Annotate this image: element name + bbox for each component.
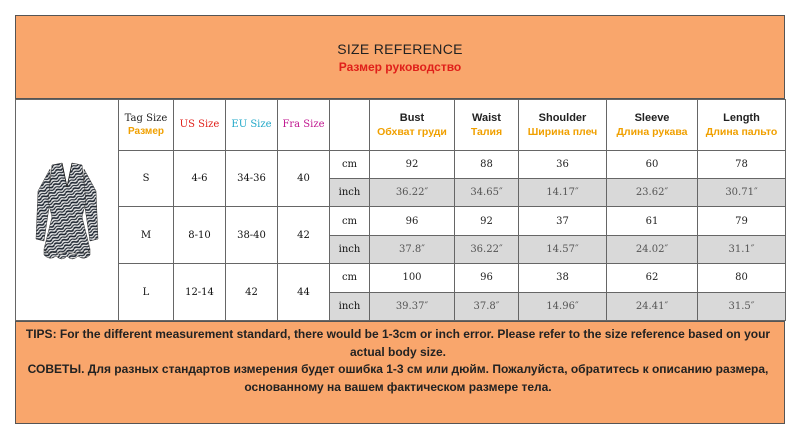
col-shoulder: Shoulder Ширина плеч	[519, 100, 607, 151]
unit-inch: inch	[330, 235, 370, 263]
fra-size-cell: 42	[278, 207, 330, 264]
eu-size-cell: 34-36	[226, 150, 278, 207]
tag-size-cell: L	[119, 264, 174, 321]
waist-inch: 36.22″	[455, 235, 519, 263]
sleeve-inch: 24.02″	[607, 235, 698, 263]
length-cm: 80	[698, 264, 786, 292]
sleeve-cm: 60	[607, 150, 698, 178]
length-inch: 31.5″	[698, 292, 786, 320]
fra-size-cell: 40	[278, 150, 330, 207]
dress-illustration	[32, 121, 102, 299]
unit-cm: cm	[330, 264, 370, 292]
unit-cm: cm	[330, 207, 370, 235]
tag-size-cell: S	[119, 150, 174, 207]
col-tag-size: Tag Size Размер	[119, 100, 174, 151]
unit-inch: inch	[330, 292, 370, 320]
col-waist: Waist Талия	[455, 100, 519, 151]
bust-inch: 39.37″	[370, 292, 455, 320]
table-header-row	[16, 100, 786, 151]
eu-size-cell: 42	[226, 264, 278, 321]
waist-cm: 88	[455, 150, 519, 178]
waist-cm: 92	[455, 207, 519, 235]
table-row	[16, 264, 786, 292]
col-eu-size: EU Size	[226, 100, 278, 151]
tips-english: TIPS: For the different measurement standard, there would be 1-3cm or inch error. Please refer to the size reference based on your actual body size.	[25, 327, 771, 359]
table-row	[16, 150, 786, 178]
shoulder-cm: 38	[519, 264, 607, 292]
shoulder-cm: 37	[519, 207, 607, 235]
tips-panel	[15, 321, 785, 424]
page-subtitle: Размер руководство	[338, 59, 462, 74]
col-bust: Bust Обхват груди	[370, 100, 455, 151]
length-cm: 79	[698, 207, 786, 235]
bust-cm: 92	[370, 150, 455, 178]
col-fra-size: Fra Size	[278, 100, 330, 151]
garment-image	[16, 100, 119, 321]
waist-inch: 34.65″	[455, 179, 519, 207]
bust-inch: 37.8″	[370, 235, 455, 263]
length-cm: 78	[698, 150, 786, 178]
waist-inch: 37.8″	[455, 292, 519, 320]
bust-cm: 96	[370, 207, 455, 235]
col-us-size: US Size	[174, 100, 226, 151]
col-length: Length Длина пальто	[698, 100, 786, 151]
sleeve-inch: 24.41″	[607, 292, 698, 320]
tag-size-cell: M	[119, 207, 174, 264]
size-chart-table	[15, 99, 786, 321]
bust-cm: 100	[370, 264, 455, 292]
unit-cm: cm	[330, 150, 370, 178]
col-unit	[330, 100, 370, 151]
shoulder-cm: 36	[519, 150, 607, 178]
page-title: SIZE REFERENCE	[337, 40, 463, 57]
sleeve-inch: 23.62″	[607, 179, 698, 207]
us-size-cell: 4-6	[174, 150, 226, 207]
length-inch: 30.71″	[698, 179, 786, 207]
sleeve-cm: 61	[607, 207, 698, 235]
eu-size-cell: 38-40	[226, 207, 278, 264]
shoulder-inch: 14.57″	[519, 235, 607, 263]
us-size-cell: 12-14	[174, 264, 226, 321]
bust-inch: 36.22″	[370, 179, 455, 207]
sleeve-cm: 62	[607, 264, 698, 292]
col-sleeve: Sleeve Длина рукава	[607, 100, 698, 151]
waist-cm: 96	[455, 264, 519, 292]
length-inch: 31.1″	[698, 235, 786, 263]
us-size-cell: 8-10	[174, 207, 226, 264]
shoulder-inch: 14.17″	[519, 179, 607, 207]
tips-russian: СОВЕТЫ. Для разных стандартов измерения будет ошибка 1-3 см или дюйм. Пожалуйста, обратитесь к описанию размера, основанному на вашем фактическом размере тела.	[27, 362, 769, 394]
size-reference-header	[15, 15, 785, 99]
fra-size-cell: 44	[278, 264, 330, 321]
shoulder-inch: 14.96″	[519, 292, 607, 320]
unit-inch: inch	[330, 179, 370, 207]
table-row	[16, 207, 786, 235]
